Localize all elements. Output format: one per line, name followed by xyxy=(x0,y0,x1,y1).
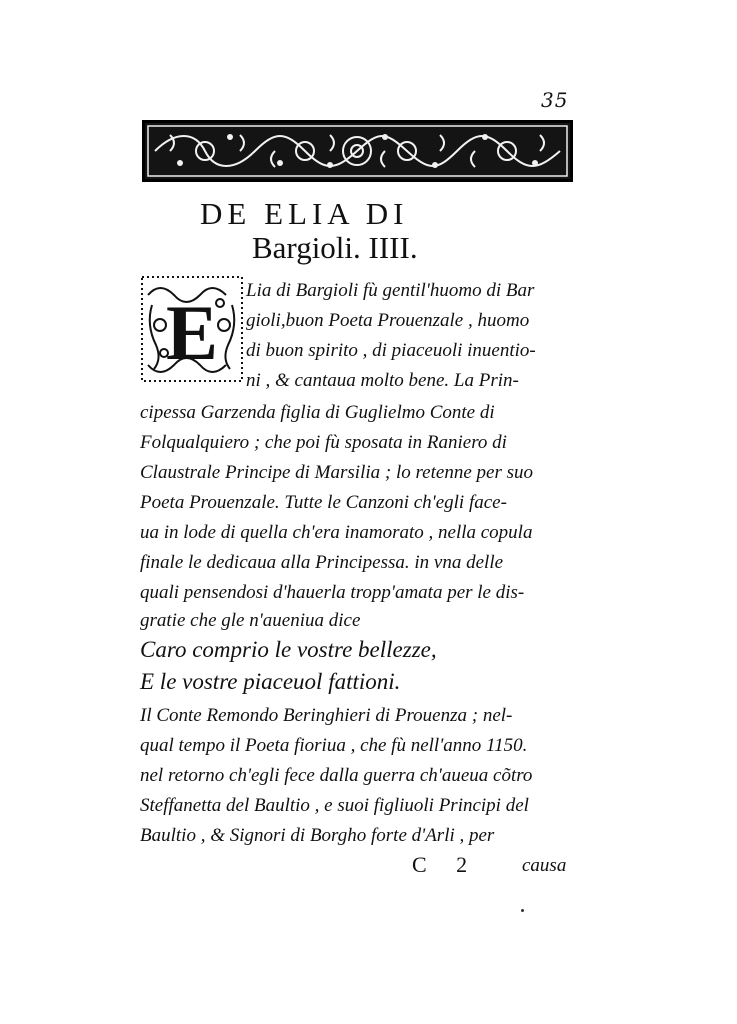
signature-mark: C 2 xyxy=(412,852,480,877)
body-line: Lia di Bargioli fù gentil'huomo di Bar xyxy=(246,280,535,301)
body-line: quali pensendosi d'hauerla tropp'amata per le dis- xyxy=(140,582,525,603)
body-line: qual tempo il Poeta fioriua , che fù nell'anno 1150. xyxy=(140,735,528,756)
body-line: Il Conte Remondo Beringhieri di Prouenza ; nel- xyxy=(140,705,513,726)
decorated-initial xyxy=(140,275,244,383)
body-line: di buon spirito , di piaceuoli inuentio- xyxy=(246,340,536,361)
body-line: Poeta Prouenzale. Tutte le Canzoni ch'egli face- xyxy=(140,492,507,513)
body-line: cipessa Garzenda figlia di Guglielmo Conte di xyxy=(140,402,495,423)
body-line: Folqualquiero ; che poi fù sposata in Raniero di xyxy=(140,432,507,453)
body-line: Steffanetta del Baultio , e suoi figliuoli Principi del xyxy=(140,795,529,816)
body-line: ni , & cantaua molto bene. La Prin- xyxy=(246,370,519,391)
chapter-subheading: Bargioli. IIII. xyxy=(252,230,418,265)
body-line: Claustrale Principe di Marsilia ; lo retenne per suo xyxy=(140,462,533,483)
body-line: nel retorno ch'egli fece dalla guerra ch'aueua cõtro xyxy=(140,765,533,786)
chapter-heading: DE ELIA DI xyxy=(200,196,409,231)
ornamental-headpiece xyxy=(142,120,573,182)
body-line: ua in lode di quella ch'era inamorato , nella copula xyxy=(140,522,533,543)
drop-cap-letter: E xyxy=(165,289,219,376)
ink-speck xyxy=(521,909,524,912)
page-number: 35 xyxy=(541,88,569,112)
catchword: causa xyxy=(522,855,567,876)
verse-line: Caro comprio le vostre bellezze, xyxy=(140,637,437,662)
body-line: gratie che gle n'aueniua dice xyxy=(140,610,361,631)
body-line: finale le dedicaua alla Principessa. in vna delle xyxy=(140,552,504,573)
body-line: Baultio , & Signori di Borgho forte d'Arli , per xyxy=(140,825,495,846)
verse-line: E le vostre piaceuol fattioni. xyxy=(140,669,401,694)
body-line: gioli,buon Poeta Prouenzale , huomo xyxy=(246,310,530,331)
